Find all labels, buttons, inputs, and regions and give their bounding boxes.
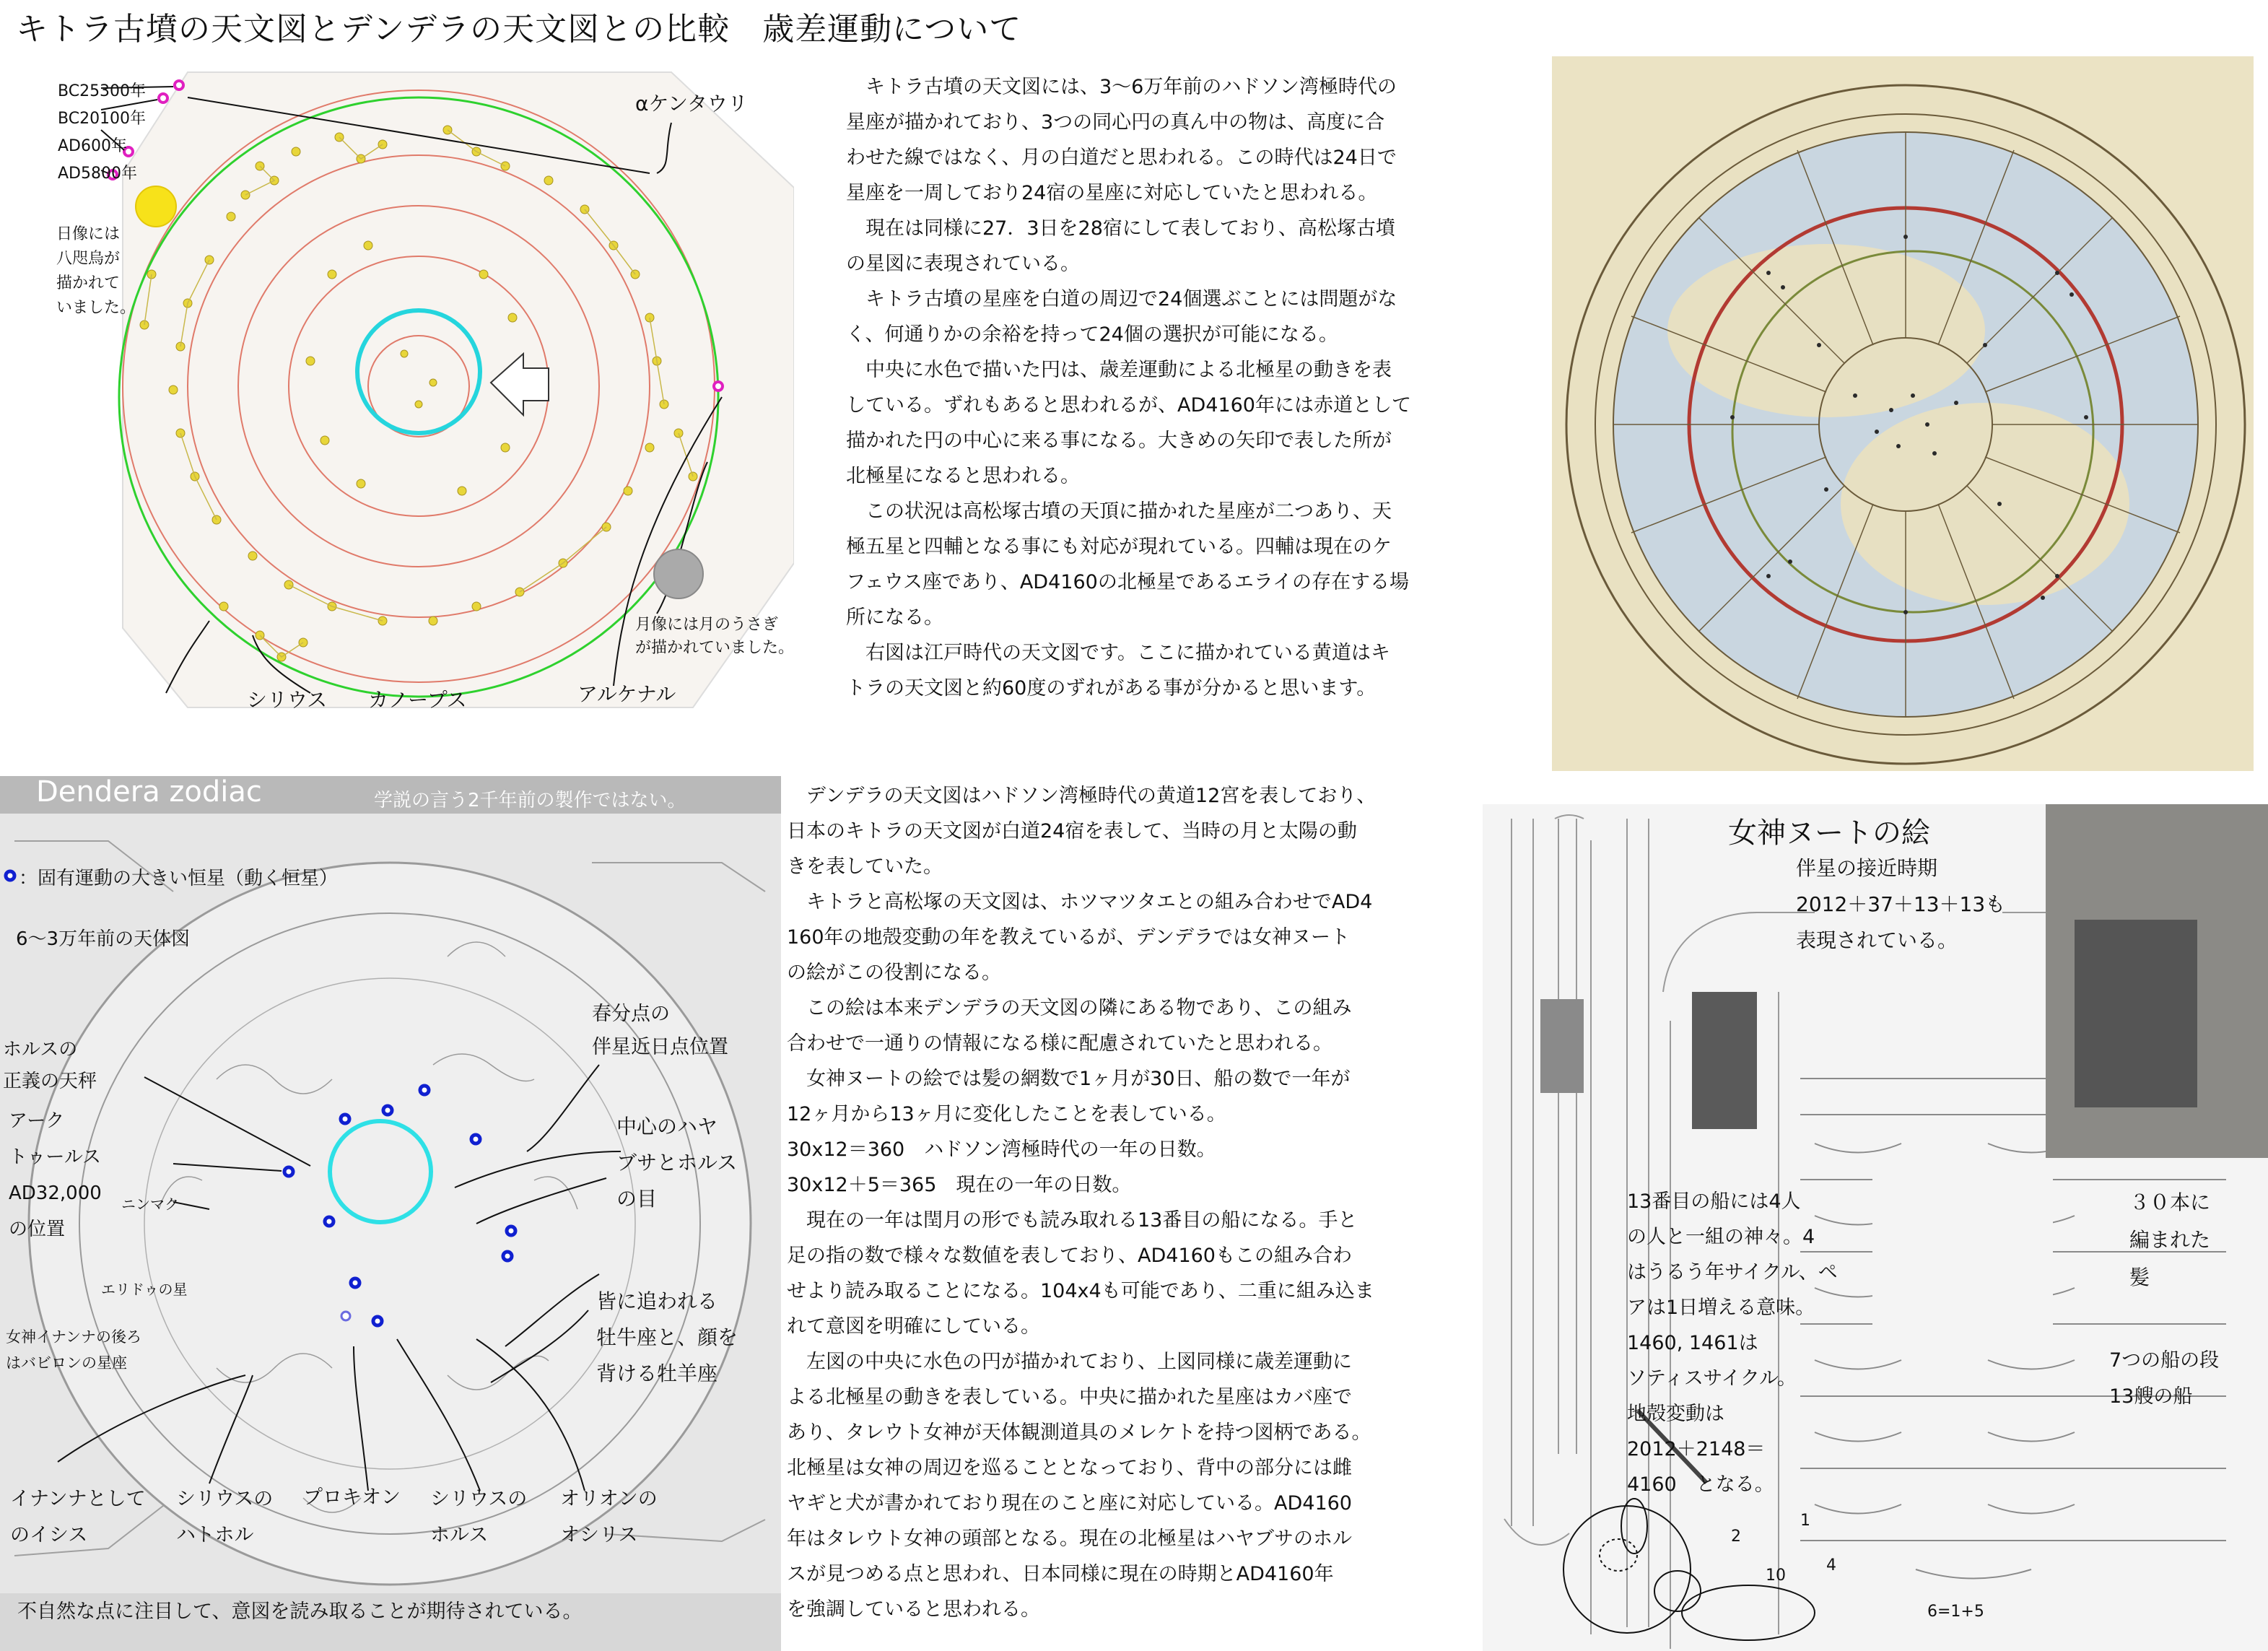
- eridu-label: エリドゥの星: [101, 1281, 188, 1298]
- label-line: 編まれた: [2129, 1228, 2211, 1252]
- year-labels: [58, 78, 146, 188]
- horus-libra-label: [3, 1034, 97, 1097]
- text-line: 現在の一年は閏月の形でも読み取れる13番目の船になる。手と: [787, 1209, 1358, 1232]
- alpha-centauri-label: αケンタウリ: [635, 92, 748, 116]
- text-line: 描かれた円の中心に来る事になる。大きめの矢印で表した所が: [846, 430, 1392, 452]
- text-line: している。ずれもあると思われるが、AD4160年には赤道として: [846, 394, 1411, 417]
- text-line: 女神ヌートの絵では髪の網数で1ヶ月が30日、船の数で一年が: [787, 1068, 1351, 1090]
- era-label: 6～3万年前の天体図: [16, 928, 191, 950]
- text-line: フェウス座であり、AD4160の北極星であるエライの存在する場: [846, 571, 1410, 593]
- label-line: 春分点の: [592, 1003, 670, 1025]
- text-line: 30x12＝360 ハドソン湾極時代の一年の日数。: [787, 1138, 1216, 1161]
- text-line: キトラと高松塚の天文図は、ホツマツタエとの組み合わせでAD4: [787, 891, 1373, 913]
- text-line: の星図に表現されている。: [846, 253, 1080, 275]
- finger-ten: 10: [1766, 1567, 1786, 1585]
- equinox-label: [592, 998, 728, 1064]
- text-line: キトラ古墳の星座を白道の周辺で24個選ぶことには問題がな: [846, 288, 1397, 310]
- text-line: 極五星と四輔となる事にも対応が現れている。四輔は現在のケ: [846, 536, 1392, 558]
- sun-note-line: 描かれて: [56, 274, 121, 292]
- boat13-label: [1627, 1184, 1838, 1502]
- moon-note: [635, 614, 794, 660]
- label-line: の目: [616, 1187, 658, 1211]
- label-line: トゥールス: [9, 1146, 102, 1168]
- dendera-title: Dendera zodiac: [36, 775, 262, 809]
- label-line: 中心のハヤ: [616, 1115, 718, 1138]
- text-line: トラの天文図と約60度のずれがある事が分かると思います。: [846, 677, 1377, 700]
- text-line: スが見つめる点と思われ、日本同様に現在の時期とAD4160年: [787, 1563, 1334, 1585]
- label-line: AD32,000: [9, 1182, 102, 1204]
- text-line: 12ヶ月から13ヶ月に変化したことを表している。: [787, 1103, 1226, 1125]
- label-line: 7つの船の段: [2109, 1349, 2220, 1372]
- finger-one: 1: [1800, 1512, 1810, 1530]
- label-line: アは1日増える意味。: [1627, 1297, 1815, 1319]
- sun-note-line: 日像には: [56, 225, 121, 243]
- label-line: イナンナとして: [10, 1488, 146, 1510]
- nut-title: 女神ヌートの絵: [1728, 816, 1930, 850]
- label-line: 13番目の船には4人: [1627, 1190, 1801, 1213]
- label-line: 4160 となる。: [1627, 1473, 1774, 1496]
- sun-note-line: いました。: [56, 299, 136, 317]
- year-bc25300: BC25300年: [58, 82, 147, 100]
- photo-overlap: [1872, 1158, 2053, 1338]
- kitora-paper: [123, 72, 794, 707]
- text-line: この状況は高松塚古墳の天頂に描かれた星座が二つあり、天: [846, 500, 1392, 523]
- nut-photo-detail: [2075, 920, 2197, 1107]
- text-line: 30x12＋5＝365 現在の一年の日数。: [787, 1174, 1132, 1196]
- text-line: 左図の中央に水色の円が描かれており、上図同様に歳差運動に: [787, 1351, 1352, 1373]
- procyon-label: プロキオン: [303, 1486, 401, 1509]
- text-line: 北極星は女神の周辺を巡ることとなっており、背中の部分には雌: [787, 1457, 1352, 1479]
- text-line: 所になる。: [846, 606, 943, 629]
- label-line: 伴星近日点位置: [592, 1036, 728, 1058]
- sun-note: [56, 222, 136, 321]
- arcturus-label: [9, 1103, 102, 1247]
- sun-note-line: 八咫烏が: [56, 250, 121, 268]
- faint-star-marker: [341, 1312, 350, 1320]
- moon-image: [654, 549, 703, 598]
- label-line: 13艘の船: [2109, 1385, 2193, 1408]
- text-line: を強調していると思われる。: [787, 1598, 1040, 1621]
- label-line: オシリス: [560, 1524, 638, 1546]
- moon-note-line: が描かれていました。: [635, 639, 795, 657]
- text-line: ヤギと犬が書かれており現在のこと座に対応している。AD4160: [787, 1492, 1352, 1515]
- kitora-explanation: [846, 69, 1411, 706]
- label-line: シリウスの: [176, 1488, 274, 1510]
- text-line: あり、タレウト女神が天体観測道具のメレケトを持つ図柄である。: [787, 1421, 1371, 1444]
- text-line: わせた線ではなく、月の白道だと思われる。この時代は24日で: [846, 147, 1397, 169]
- text-line: きを表していた。: [787, 855, 943, 878]
- label-line: の人と一組の神々。4: [1627, 1226, 1815, 1248]
- ninmakh-label: ニンマク: [121, 1195, 179, 1213]
- dendera-subtitle: 学説の言う2千年前の製作ではない。: [374, 790, 686, 811]
- osiris-label: [560, 1481, 658, 1554]
- label-line: オリオンの: [560, 1488, 658, 1510]
- horus-label: [430, 1481, 527, 1554]
- label-line: 地殻変動は: [1627, 1403, 1724, 1425]
- label-line: ホルス: [430, 1524, 489, 1546]
- inanna-note: [6, 1324, 141, 1376]
- label-line: ソティスサイクル。: [1627, 1367, 1797, 1390]
- text-line: 日本のキトラの天文図が白道24宿を表して、当時の月と太陽の動: [787, 820, 1357, 842]
- label-line: アーク: [9, 1110, 65, 1132]
- edo-map-svg: [1552, 56, 2254, 771]
- achernar-label: アルケナル: [577, 682, 676, 706]
- dendera-explanation: [787, 778, 1376, 1627]
- moving-star-legend: ：固有運動の大きい恒星（動く恒星）: [19, 868, 339, 889]
- label-line: 女神イナンナの後ろ: [6, 1328, 141, 1346]
- label-line: 2012＋37＋13＋13も: [1796, 892, 2006, 916]
- toes-label: 6=1+5: [1927, 1603, 1984, 1621]
- label-line: 牡牛座と、顔を: [596, 1325, 738, 1349]
- text-line: よる北極星の動きを表している。中央に描かれた星座はカバ座で: [787, 1386, 1352, 1408]
- text-line: 星座を一周しており24宿の星座に対応していたと思われる。: [846, 182, 1378, 204]
- text-line: 右図は江戸時代の天文図です。ここに描かれている黄道はキ: [846, 642, 1390, 664]
- canopus-label: カノープス: [368, 688, 467, 712]
- dendera-footer: 不自然な点に注目して、意図を読み取ることが期待されている。: [17, 1600, 583, 1623]
- label-line: 髪: [2129, 1266, 2150, 1289]
- finger-two: 2: [1731, 1528, 1741, 1546]
- label-line: 1460, 1461は: [1627, 1332, 1758, 1354]
- label-line: ブサとホルス: [616, 1151, 738, 1175]
- text-line: 北極星になると思われる。: [846, 465, 1080, 487]
- page-title: キトラ古墳の天文図とデンデラの天文図との比較 歳差運動について: [16, 11, 1022, 48]
- sirius-label: シリウス: [247, 688, 328, 712]
- year-bc20100: BC20100年: [58, 110, 147, 128]
- label-line: ３０本に: [2129, 1190, 2211, 1214]
- label-line: 皆に追われる: [596, 1289, 718, 1313]
- label-line: 伴星の接近時期: [1796, 856, 1938, 880]
- label-line: はうるう年サイクル、ペ: [1627, 1261, 1838, 1284]
- text-line: 合わせで一通りの情報になる様に配慮されていたと思われる。: [787, 1032, 1333, 1055]
- text-line: 年はタレウト女神の頭部となる。現在の北極星はハヤブサのホル: [787, 1528, 1352, 1550]
- text-line: 中央に水色で描いた円は、歳差運動による北極星の動きを表: [846, 359, 1392, 381]
- text-line: く、何通りかの余裕を持って24個の選択が可能になる。: [846, 323, 1338, 346]
- moon-note-line: 月像には月のうさぎ: [635, 616, 779, 634]
- falcon-eye-label: [616, 1109, 737, 1217]
- label-line: の位置: [9, 1219, 66, 1240]
- isis-label: [10, 1481, 146, 1554]
- text-line: キトラ古墳の天文図には、3～6万年前のハドソン湾極時代の: [846, 76, 1397, 98]
- arm-band: [1540, 999, 1584, 1093]
- label-line: 表現されている。: [1796, 928, 1958, 952]
- label-line: 2012＋2148＝: [1627, 1438, 1766, 1460]
- text-line: 星座が描かれており、3つの同心円の真ん中の物は、高度に合: [846, 111, 1385, 134]
- boats7-label: [2109, 1343, 2219, 1415]
- label-line: シリウスの: [430, 1488, 528, 1510]
- companion-label: [1796, 850, 2005, 959]
- hair30-label: [2129, 1184, 2210, 1297]
- year-ad5800: AD5800年: [58, 165, 137, 183]
- text-line: れて意図を明確にしている。: [787, 1315, 1040, 1338]
- dendera-outer-disc: [29, 863, 751, 1585]
- finger-four: 4: [1826, 1556, 1836, 1574]
- hathor-label: [176, 1481, 273, 1554]
- label-line: 正義の天秤: [3, 1071, 97, 1092]
- edo-star-map: [1552, 56, 2254, 771]
- sun-image: [136, 186, 176, 227]
- year-ad600: AD600年: [58, 137, 127, 155]
- nut-hair: [1692, 992, 1757, 1129]
- bull-ram-label: [596, 1284, 738, 1392]
- text-line: デンデラの天文図はハドソン湾極時代の黄道12宮を表しており、: [787, 785, 1377, 807]
- text-line: この絵は本来デンデラの天文図の隣にある物であり、この組み: [787, 997, 1352, 1019]
- text-line: 足の指の数で様々な数値を表しており、AD4160もこの組み合わ: [787, 1245, 1352, 1267]
- text-line: せより読み取ることになる。104x4も可能であり、二重に組み込ま: [787, 1280, 1374, 1302]
- label-line: ホルスの: [3, 1039, 78, 1060]
- label-line: はバビロンの星座: [6, 1354, 127, 1372]
- label-line: のイシス: [10, 1524, 88, 1546]
- text-line: 160年の地殻変動の年を教えているが、デンデラでは女神ヌート: [787, 926, 1350, 949]
- label-line: 背ける牡羊座: [596, 1362, 718, 1385]
- label-line: ハトホル: [176, 1524, 254, 1546]
- text-line: 現在は同様に27．3日を28宿にして表しており、高松塚古墳: [846, 217, 1395, 240]
- text-line: の絵がこの役割になる。: [787, 962, 1001, 984]
